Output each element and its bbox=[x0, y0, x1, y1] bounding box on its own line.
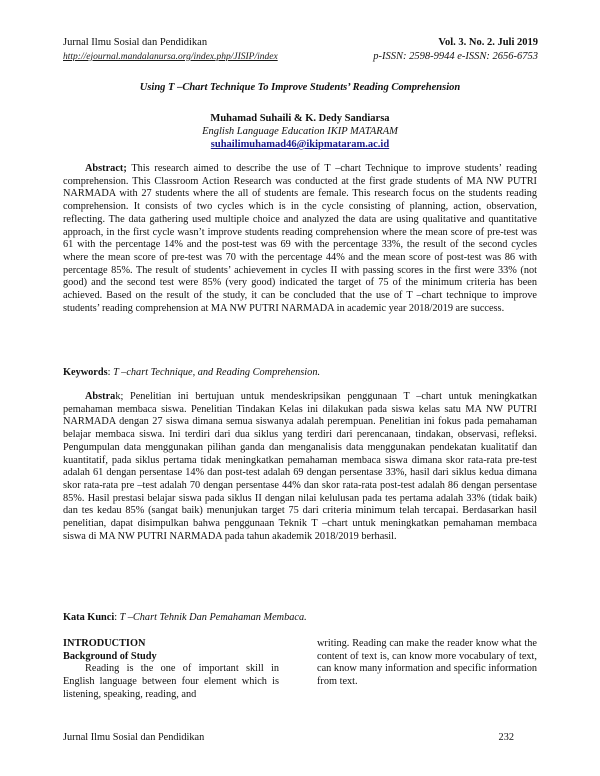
kata-kunci-line: Kata Kunci: T –Chart Tehnik Dan Pemahaman Membaca. bbox=[63, 612, 307, 623]
kata-kunci-value: T –Chart Tehnik Dan Pemahaman Membaca. bbox=[119, 612, 307, 623]
abstract-text: This research aimed to describe the use of T –chart Technique to improve students’ reading comprehension. This Classroom Action Research was conducted at the first grade students of MA NW PUTRI NARMADA with 27 students where the all of students are female. This research focus on the students reading comprehension. It consists of two cycles which is in the cycle consisting of planning, action, observation, reflecting. The data gathering used multiple choice and analyzed the data are using qualitative and quantitative approach, in the first cycle wasn’t improve students reading comprehension where the mean score of pre-test was 61 with the percentage 14% and the post-test was 69 with the percentage 33%, the result of the second cycles where the mean score of pre-test was 70 with the percentage 44% and the mean score of post-test was 86 with percentage 85%. The result of students’ achievement in cycles II with passing scores in the first were 33% (not good) and the second test were 85% (very good) indicated the target of 75 of the minimum criteria has been achieved. Based on the result of the study, it can be concluded that the use of T –chart technique to improve students’ reading comprehension at MA NW PUTRI NARMADA in academic year 2018/2019 are success. bbox=[63, 163, 537, 314]
author-block bbox=[60, 112, 540, 151]
author-names: Muhamad Suhaili & K. Dedy Sandiarsa bbox=[210, 113, 390, 124]
keywords-label: Keywords bbox=[63, 367, 108, 378]
paper-title: Using T –Chart Technique To Improve Students’ Reading Comprehension bbox=[139, 82, 461, 93]
issn-info: p-ISSN: 2598-9944 e-ISSN: 2656-6753 bbox=[373, 51, 538, 62]
abstrak-text: k; Penelitian ini bertujuan untuk mendeskripsikan penggunaan T –chart untuk meningkatkan pemahaman membaca siswa. Penelitian Tindakan Kelas ini dilakukan pada siswa kelas satu MA NW PUTRI NARMADA dengan 27 siswa dimana semua siswanya adalah perempuan. Penelitian ini fokus pada pemahaman belajar membaca siswa. Ini terdiri dari dua siklus yang terdiri dari perencanaan, tindakan, observasi, refleksi. Pengumpulan data menggunakan pilihan ganda dan menganalisis data menggunakan pendekatan kualitatif dan kuantitatif, pada siklus pertama tidak meningkatkan pemahaman membaca siswa dimana skor rata-rata pre-test adalah 61 dengan persentase 14% dan post-test adalah 69 dengan persentase 33%, hasil dari siklus kedua dimana skor rata-rata pre –test adalah 70 dengan persentase 44% dan skor rata-rata post-test adalah 86 dengan persentase 85%. Hasil prestasi belajar siswa pada siklus II dengan nilai kelulusan pada tes pertama adalah 33% (tidak baik) dan tes kedau 85% (sangat baik) menunjukan target 75 dari criteria minimum telah tercapai. Berdasarkan hasil penelitian, dapat disimpulkan bahwa penggunaan Teknik T –chart untuk meningkatkan pemahaman membaca siswa di MA NW PUTRI NARMADA pada tahun akademik 2018/2019 berhasil. bbox=[63, 391, 537, 542]
author-email-link[interactable]: suhailimuhamad46@ikipmataram.ac.id bbox=[210, 139, 390, 150]
left-column bbox=[63, 638, 279, 702]
keywords-value: T –chart Technique, and Reading Comprehension. bbox=[113, 367, 321, 378]
abstract-label: Abstract; bbox=[85, 163, 127, 174]
journal-name: Jurnal Ilmu Sosial dan Pendidikan bbox=[63, 37, 208, 48]
introduction-heading: INTRODUCTION bbox=[63, 638, 146, 649]
author-affiliation: English Language Education IKIP MATARAM bbox=[202, 126, 398, 137]
abstrak-paragraph bbox=[63, 391, 537, 543]
volume-info: Vol. 3. No. 2. Juli 2019 bbox=[438, 37, 538, 48]
abstrak-label: Abstra bbox=[85, 391, 116, 402]
keywords-line: Keywords: T –chart Technique, and Reading Comprehension. bbox=[63, 367, 321, 378]
kata-kunci-label: Kata Kunci bbox=[63, 612, 115, 623]
journal-url-link[interactable]: http://ejournal.mandalanursa.org/index.php/JISIP/index bbox=[63, 52, 278, 62]
header-left bbox=[63, 36, 278, 64]
page-number: 232 bbox=[498, 732, 514, 743]
header-right bbox=[373, 36, 538, 64]
intro-right-paragraph: writing. Reading can make the reader know what the content of text is, can know more vocabulary of text, can know many information and specific information from text. bbox=[317, 638, 537, 688]
right-column bbox=[317, 638, 537, 689]
footer-journal: Jurnal Ilmu Sosial dan Pendidikan bbox=[63, 732, 205, 743]
intro-left-paragraph: Reading is the one of important skill in English language between four element which is listening, speaking, reading, and bbox=[63, 663, 279, 700]
abstract-paragraph bbox=[63, 163, 537, 315]
background-subheading: Background of Study bbox=[63, 650, 157, 662]
